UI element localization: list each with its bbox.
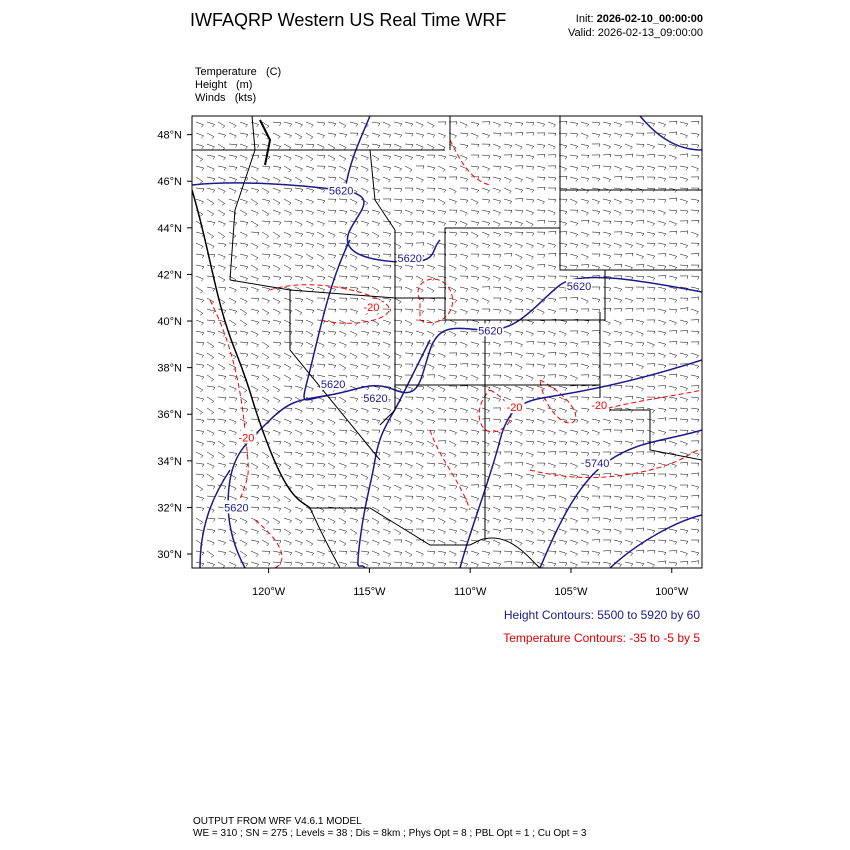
legend-height-unit: (m) [235,79,253,91]
lon-tick-label: 120°W [252,586,286,598]
height-contour-label: 5620 [478,325,503,338]
lat-tick-label: 34°N [157,455,182,468]
height-contour-label: 5620 [320,378,346,391]
height-contour-label: 5620 [224,502,249,515]
lat-tick-label: 46°N [157,176,182,189]
lon-tick-label: 105°W [554,586,588,598]
map-axes [157,130,689,598]
legend-temperature-unit: (C) [265,66,282,78]
lon-tick-label: 110°W [454,586,487,598]
temperature-contours-caption: Temperature Contours: -35 to -5 by 5 [503,631,700,645]
height-contour-label: 5620 [566,281,592,294]
lat-tick-label: 48°N [157,129,182,142]
model-config-line: WE = 310 ; SN = 275 ; Levels = 38 ; Dis = 8km ; Phys Opt = 8 ; PBL Opt = 1 ; Cu Opt = 3 [193,828,587,839]
temperature-contours [210,140,702,568]
map-title: IWFAQRP Western US Real Time WRF [190,10,507,30]
lat-tick-label: 38°N [157,362,182,375]
init-value: 2026-02-10_00:00:00 [596,13,703,25]
valid-label: Valid: [568,27,595,39]
lat-tick-label: 42°N [157,269,182,282]
temperature-contour-label: -20 [363,302,380,315]
height-contour-label: 5620 [328,185,354,198]
lon-tick-label: 115°W [353,586,386,598]
legend-winds-unit: (kts) [234,92,257,104]
height-contour-label: 5620 [397,253,422,266]
height-contour-label: 5620 [363,392,388,405]
temperature-contour-label: -20 [238,432,255,445]
lat-tick-label: 36°N [157,409,182,422]
temperature-contour-label: -20 [506,402,523,415]
lat-tick-label: 30°N [157,549,182,562]
lon-tick-label: 100°W [655,586,689,598]
legend-height-name: Height [195,79,227,91]
init-label: Init: [575,13,594,25]
lat-tick-label: 44°N [157,222,182,235]
lat-tick-label: 40°N [157,316,182,329]
wind-barbs [196,121,699,568]
contour-labels [223,184,610,515]
temperature-contour-label: -20 [591,399,608,412]
legend-temperature-name: Temperature [195,66,257,78]
model-output-line: OUTPUT FROM WRF V4.6.1 MODEL [193,816,362,827]
lat-tick-label: 32°N [157,502,182,515]
height-contours-caption: Height Contours: 5500 to 5920 by 60 [503,608,700,622]
legend-winds-name: Winds [195,92,226,104]
height-contour-label: 5740 [584,458,610,471]
valid-value: 2026-02-13_09:00:00 [597,27,703,39]
